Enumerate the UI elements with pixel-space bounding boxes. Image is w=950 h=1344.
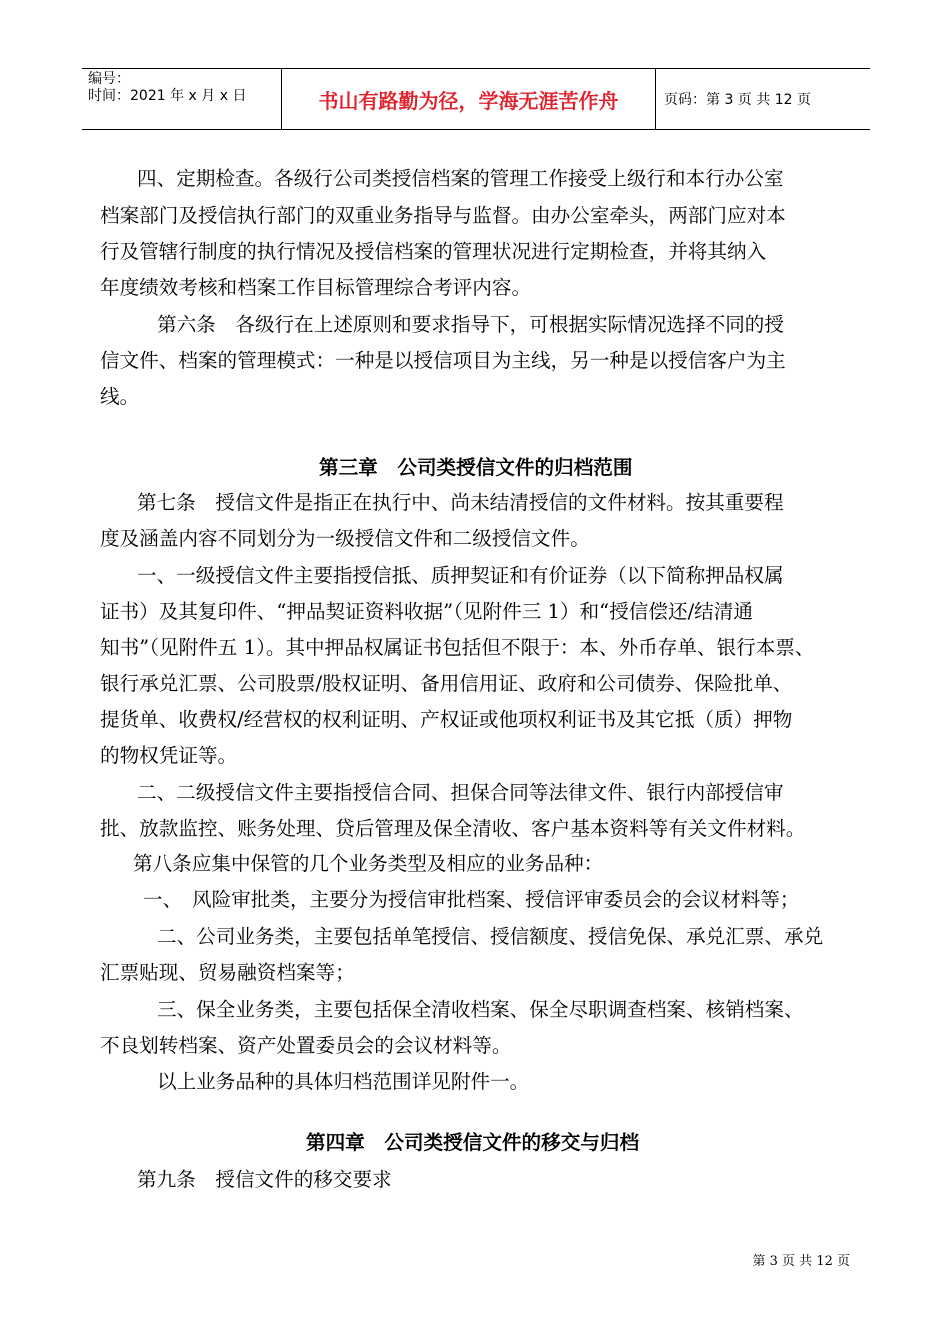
header-motto: 书山有路勤为径，学海无涯苦作舟 <box>318 88 619 113</box>
chapter-4-heading: 第四章 公司类授信文件的移交与归档 <box>306 1131 640 1154</box>
serial-label: 编号： <box>88 71 130 87</box>
header-page-code: 页码：第 3 页 共 12 页 <box>664 92 811 108</box>
body-line: 二、二级授信文件主要指授信合同、担保合同等法律文件、银行内部授信审 <box>137 781 784 804</box>
time-label: 时间：2021 年 x 月 x 日 <box>88 88 247 104</box>
body-line: 三、保全业务类，主要包括保全清收档案、保全尽职调查档案、核销档案、 <box>157 998 804 1021</box>
body-line: 第九条 授信文件的移交要求 <box>137 1168 392 1191</box>
body-line: 四、定期检查。各级行公司类授信档案的管理工作接受上级行和本行办公室 <box>137 167 784 190</box>
body-line: 不良划转档案、资产处置委员会的会议材料等。 <box>100 1034 512 1057</box>
header-divider <box>655 69 656 129</box>
body-line: 以上业务品种的具体归档范围详见附件一。 <box>157 1070 530 1093</box>
body-line: 证书）及其复印件、“押品契证资料收据”（见附件三 1）和“授信偿还/结清通 <box>100 600 753 623</box>
body-line: 信文件、档案的管理模式：一种是以授信项目为主线，另一种是以授信客户为主 <box>100 349 786 372</box>
body-line: 提货单、收费权/经营权的权利证明、产权证或他项权利证书及其它抵（质）押物 <box>100 708 793 731</box>
body-line: 年度绩效考核和档案工作目标管理综合考评内容。 <box>100 276 532 299</box>
page-header <box>82 68 870 130</box>
body-line: 第八条应集中保管的几个业务类型及相应的业务品种： <box>133 852 604 875</box>
body-line: 汇票贴现、贸易融资档案等； <box>100 961 355 984</box>
body-line: 第六条 各级行在上述原则和要求指导下，可根据实际情况选择不同的授 <box>157 313 784 336</box>
page-footer: 第 3 页 共 12 页 <box>752 1254 850 1269</box>
body-line: 行及管辖行制度的执行情况及授信档案的管理状况进行定期检查，并将其纳入 <box>100 240 767 263</box>
body-line: 二、公司业务类，主要包括单笔授信、授信额度、授信免保、承兑汇票、承兑 <box>157 925 824 948</box>
body-line: 一、一级授信文件主要指授信抵、质押契证和有价证券（以下简称押品权属 <box>137 564 784 587</box>
body-line: 一、 风险审批类，主要分为授信审批档案、授信评审委员会的会议材料等； <box>143 888 800 911</box>
body-line: 档案部门及授信执行部门的双重业务指导与监督。由办公室牵头，两部门应对本 <box>100 204 786 227</box>
chapter-3-heading: 第三章 公司类授信文件的归档范围 <box>319 456 633 479</box>
body-line: 知书”（见附件五 1）。其中押品权属证书包括但不限于：本、外币存单、银行本票、 <box>100 636 815 659</box>
body-line: 批、放款监控、账务处理、贷后管理及保全清收、客户基本资料等有关文件材料。 <box>100 817 806 840</box>
header-meta <box>88 71 246 105</box>
body-line: 线。 <box>100 385 140 408</box>
body-line: 第七条 授信文件是指正在执行中、尚未结清授信的文件材料。按其重要程 <box>137 491 784 514</box>
body-line: 的物权凭证等。 <box>100 744 238 767</box>
body-line: 银行承兑汇票、公司股票/股权证明、备用信用证、政府和公司债券、保险批单、 <box>100 672 793 695</box>
body-line: 度及涵盖内容不同划分为一级授信文件和二级授信文件。 <box>100 527 590 550</box>
